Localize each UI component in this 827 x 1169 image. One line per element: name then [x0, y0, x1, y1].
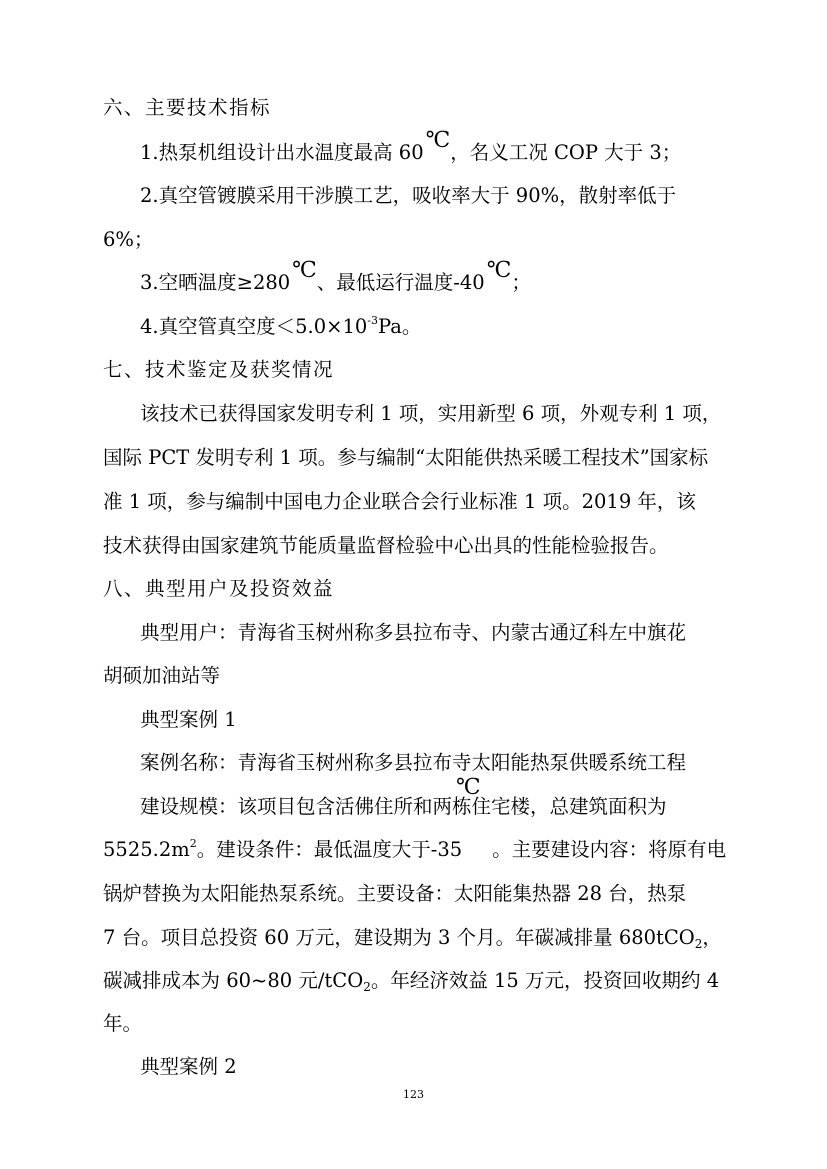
case-1-area: [103, 838, 726, 862]
celsius-unit: ℃: [456, 775, 481, 800]
spec-item-3-text: 3.空晒温度≥280: [140, 271, 291, 294]
cost-text: 碳减排成本为 60~80 元/tCO: [103, 969, 364, 992]
section-8-heading: 八、典型用户及投资效益: [103, 577, 335, 600]
spec-item-4-text: 4.真空管真空度＜5.0×10: [140, 315, 368, 338]
award-para-line: 该技术已获得国家发明专利 1 项，实用新型 6 项，外观专利 1 项，: [140, 402, 722, 425]
section-6-heading: 六、主要技术指标: [103, 96, 272, 119]
case-1-cost: [103, 969, 719, 993]
exponent: -3: [367, 314, 378, 327]
invest-text: 7 台。项目总投资 60 万元，建设期为 3 个月。年碳减排量 680tCO: [103, 926, 695, 949]
area-text-end: 。主要建设内容：将原有电: [492, 838, 727, 861]
invest-text-end: ，: [702, 926, 722, 949]
spec-item-4-text-end: Pa。: [378, 315, 422, 338]
cost-text-end: 。年经济效益 15 万元，投资回收期约 4: [370, 969, 720, 992]
spec-item-2-cont: 6%；: [103, 228, 154, 251]
award-para-line: 技术获得由国家建筑节能质量监督检验中心出具的性能检验报告。: [103, 534, 669, 557]
case-1-scale: 建设规模：该项目包含活佛住所和两栋住宅楼，总建筑面积为: [140, 795, 667, 818]
award-para-line: 国际 PCT 发明专利 1 项。参与编制“太阳能供热采暖工程技术”国家标: [103, 446, 709, 469]
case-1-year: 年。: [103, 1012, 143, 1035]
celsius-unit: ℃: [292, 258, 317, 283]
section-7-heading: 七、技术鉴定及获奖情况: [103, 358, 335, 381]
award-para-line: 准 1 项，参与编制中国电力企业联合会行业标准 1 项。2019 年，该: [103, 490, 696, 513]
subscript: 2: [363, 980, 371, 994]
case-1-invest: [103, 926, 722, 950]
exponent: 2: [189, 837, 197, 850]
case-1-name: 案例名称：青海省玉树州称多县拉布寺太阳能热泵供暖系统工程: [140, 751, 687, 774]
case-2-title: 典型案例 2: [140, 1055, 237, 1078]
spec-item-1-text: 1.热泵机组设计出水温度最高 60: [140, 141, 424, 164]
case-1-boiler: 锅炉替换为太阳能热泵系统。主要设备：太阳能集热器 28 台，热泵: [103, 882, 687, 905]
celsius-unit: ℃: [425, 128, 451, 153]
typical-users-line: 典型用户：青海省玉树州称多县拉布寺、内蒙古通辽科左中旗花: [140, 621, 687, 644]
page-number: 123: [403, 1088, 424, 1101]
area-text-mid: 。建设条件：最低温度大于-35: [196, 838, 463, 861]
typical-users-line: 胡硕加油站等: [103, 664, 221, 687]
spec-item-1-text-end: ，名义工况 COP 大于 3；: [450, 141, 682, 164]
celsius-unit: ℃: [486, 258, 512, 283]
spec-item-3-text-end: ；: [511, 271, 531, 294]
spec-item-4: [140, 315, 421, 339]
spec-item-1: [140, 128, 682, 165]
spec-item-3-text-mid: 、最低运行温度-40: [316, 271, 485, 294]
subscript: 2: [694, 937, 703, 951]
case-1-title: 典型案例 1: [140, 708, 237, 731]
spec-item-3: [140, 258, 531, 295]
spec-item-2: 2.真空管镀膜采用干涉膜工艺，吸收率大于 90%，散射率低于: [140, 184, 677, 207]
area-text: 5525.2m: [103, 838, 190, 861]
